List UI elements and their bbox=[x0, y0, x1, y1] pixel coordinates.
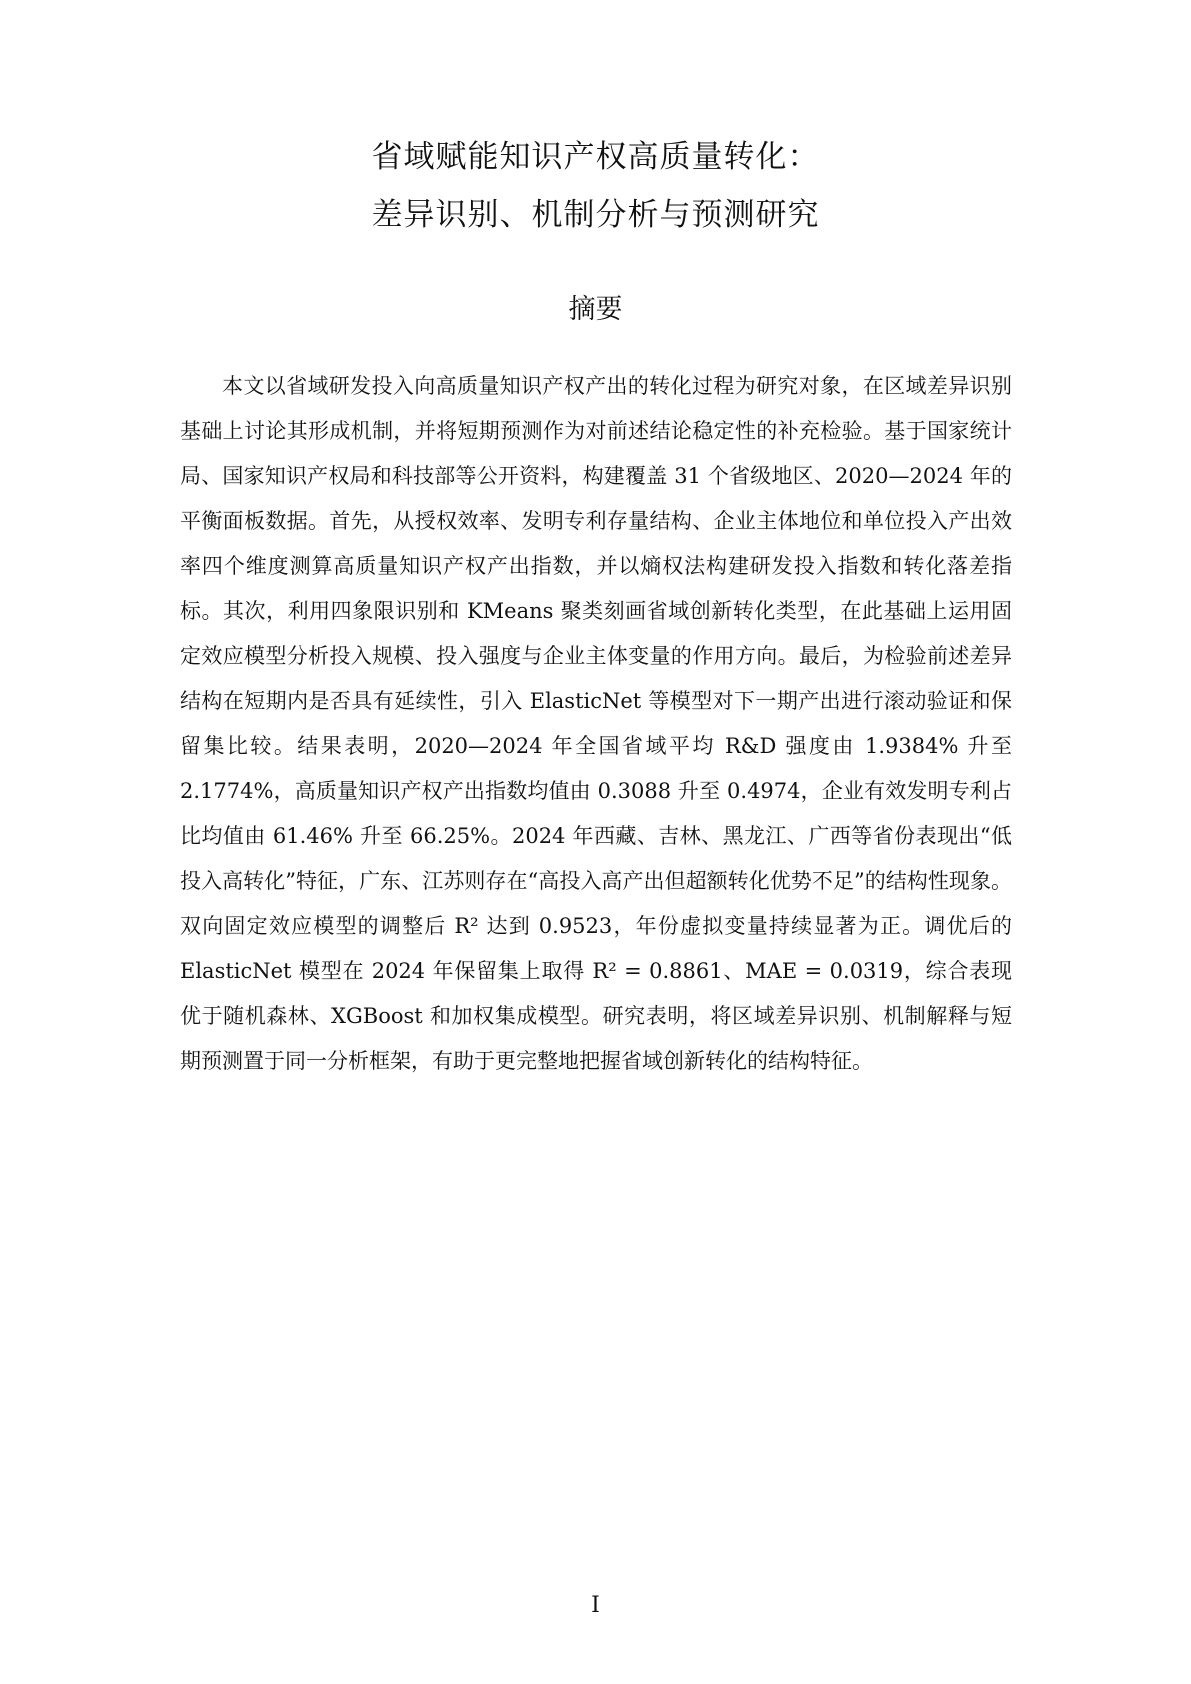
title-line-1: 省域赋能知识产权高质量转化： bbox=[371, 139, 820, 175]
title-line-2: 差异识别、机制分析与预测研究 bbox=[371, 197, 820, 233]
abstract-body: 本文以省域研发投入向高质量知识产权产出的转化过程为研究对象，在区域差异识别基础上讨论其形成机制，并将短期预测作为对前述结论稳定性的补充检验。基于国家统计局、国家知识产权局和科技部等公开资料，构建覆盖 31 个省级地区、2020—2024 年的平衡面板数据。首先，从授权效率、发明专利存量结构、企业主体地位和单位投入产出效率四个维度测算高质量知识产权产出指数，并以熵权法构建研发投入指数和转化落差指标。其次，利用四象限识别和 KMeans 聚类刻画省域创新转化类型，在此基础上运用固定效应模型分析投入规模、投入强度与企业主体变量的作用方向。最后，为检验前述差异结构在短期内是否具有延续性，引入 ElasticNet 等模型对下一期产出进行滚动验证和保留集比较。结果表明，2020—2024 年全国省域平均 R&D 强度由 1.9384% 升至 2.1774%，高质量知识产权产出指数均值由 0.3088 升至 0.4974，企业有效发明专利占比均值由 61.46% 升至 66.25%。2024 年西藏、吉林、黑龙江、广西等省份表现出“低投入高转化”特征，广东、江苏则存在“高投入高产出但超额转化优势不足”的结构性现象。双向固定效应模型的调整后 R² 达到 0.9523，年份虚拟变量持续显著为正。调优后的 ElasticNet 模型在 2024 年保留集上取得 R² = 0.8861、MAE = 0.0319，综合表现优于随机森林、XGBoost 和加权集成模型。研究表明，将区域差异识别、机制解释与短期预测置于同一分析框架，有助于更完整地把握省域创新转化的结构特征。 bbox=[180, 374, 1012, 1073]
paper-title bbox=[0, 128, 1191, 244]
abstract-heading: 摘要 bbox=[568, 294, 623, 325]
page-number: I bbox=[591, 1593, 600, 1618]
